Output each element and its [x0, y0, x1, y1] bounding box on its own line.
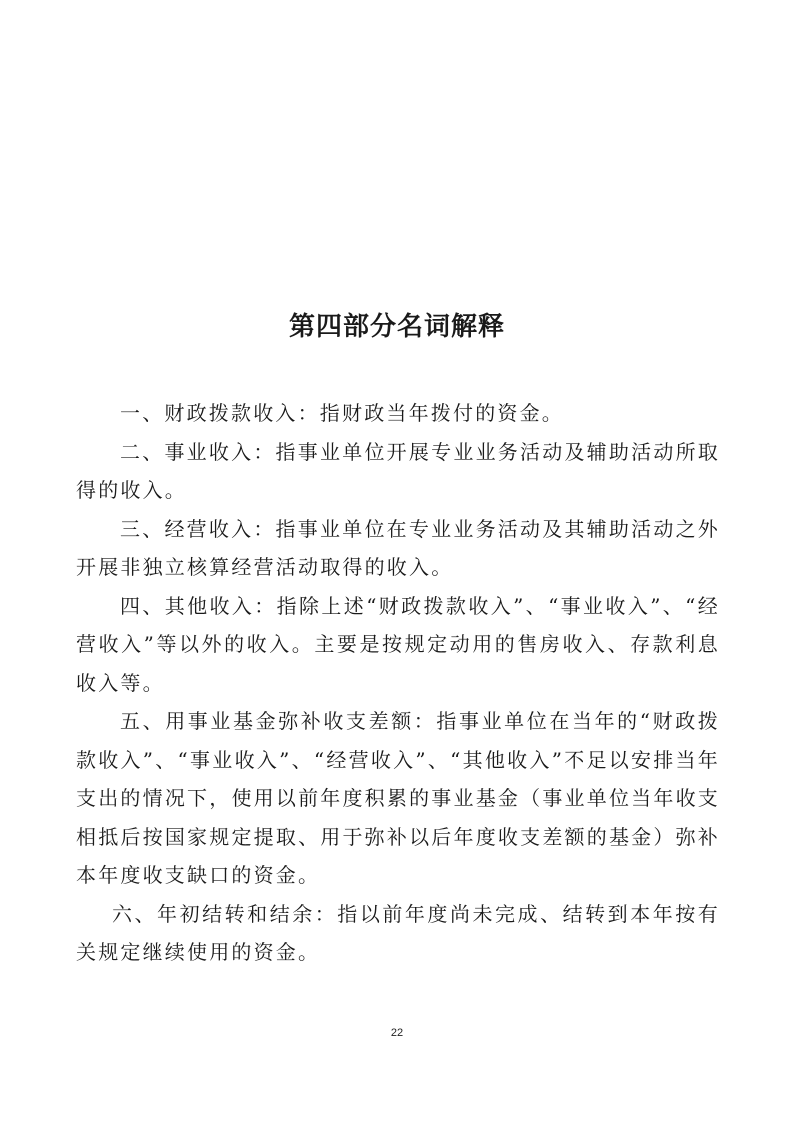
paragraph-fiscal-appropriation-income: 一、财政拨款收入：指财政当年拨付的资金。	[120, 401, 564, 425]
page-title: 第四部分名词解释	[288, 312, 505, 342]
paragraph-operating-income: 三、经营收入：指事业单位在专业业务活动及其辅助活动之外开展非独立核算经营活动取得的收入。	[76, 516, 720, 579]
document-body	[76, 394, 720, 972]
paragraph-other-income: 四、其他收入：指除上述“财政拨款收入”、“事业收入”、“经营收入”等以外的收入。主要是按规定动用的售房收入、存款利息收入等。	[76, 593, 720, 695]
paragraph-business-fund-offset: 五、用事业基金弥补收支差额：指事业单位在当年的“财政拨款收入”、“事业收入”、“经营收入”、“其他收入”不足以安排当年支出的情况下，使用以前年度积累的事业基金（事业单位当年收支相抵后按国家规定提取、用于弥补以后年度收支差额的基金）弥补本年度收支缺口的资金。	[76, 709, 720, 887]
paragraph-business-income: 二、事业收入：指事业单位开展专业业务活动及辅助活动所取得的收入。	[76, 439, 720, 502]
paragraph-carryover-balance: 六、年初结转和结余：指以前年度尚未完成、结转到本年按有关规定继续使用的资金。	[76, 901, 720, 964]
page-number: 22	[390, 1027, 404, 1039]
